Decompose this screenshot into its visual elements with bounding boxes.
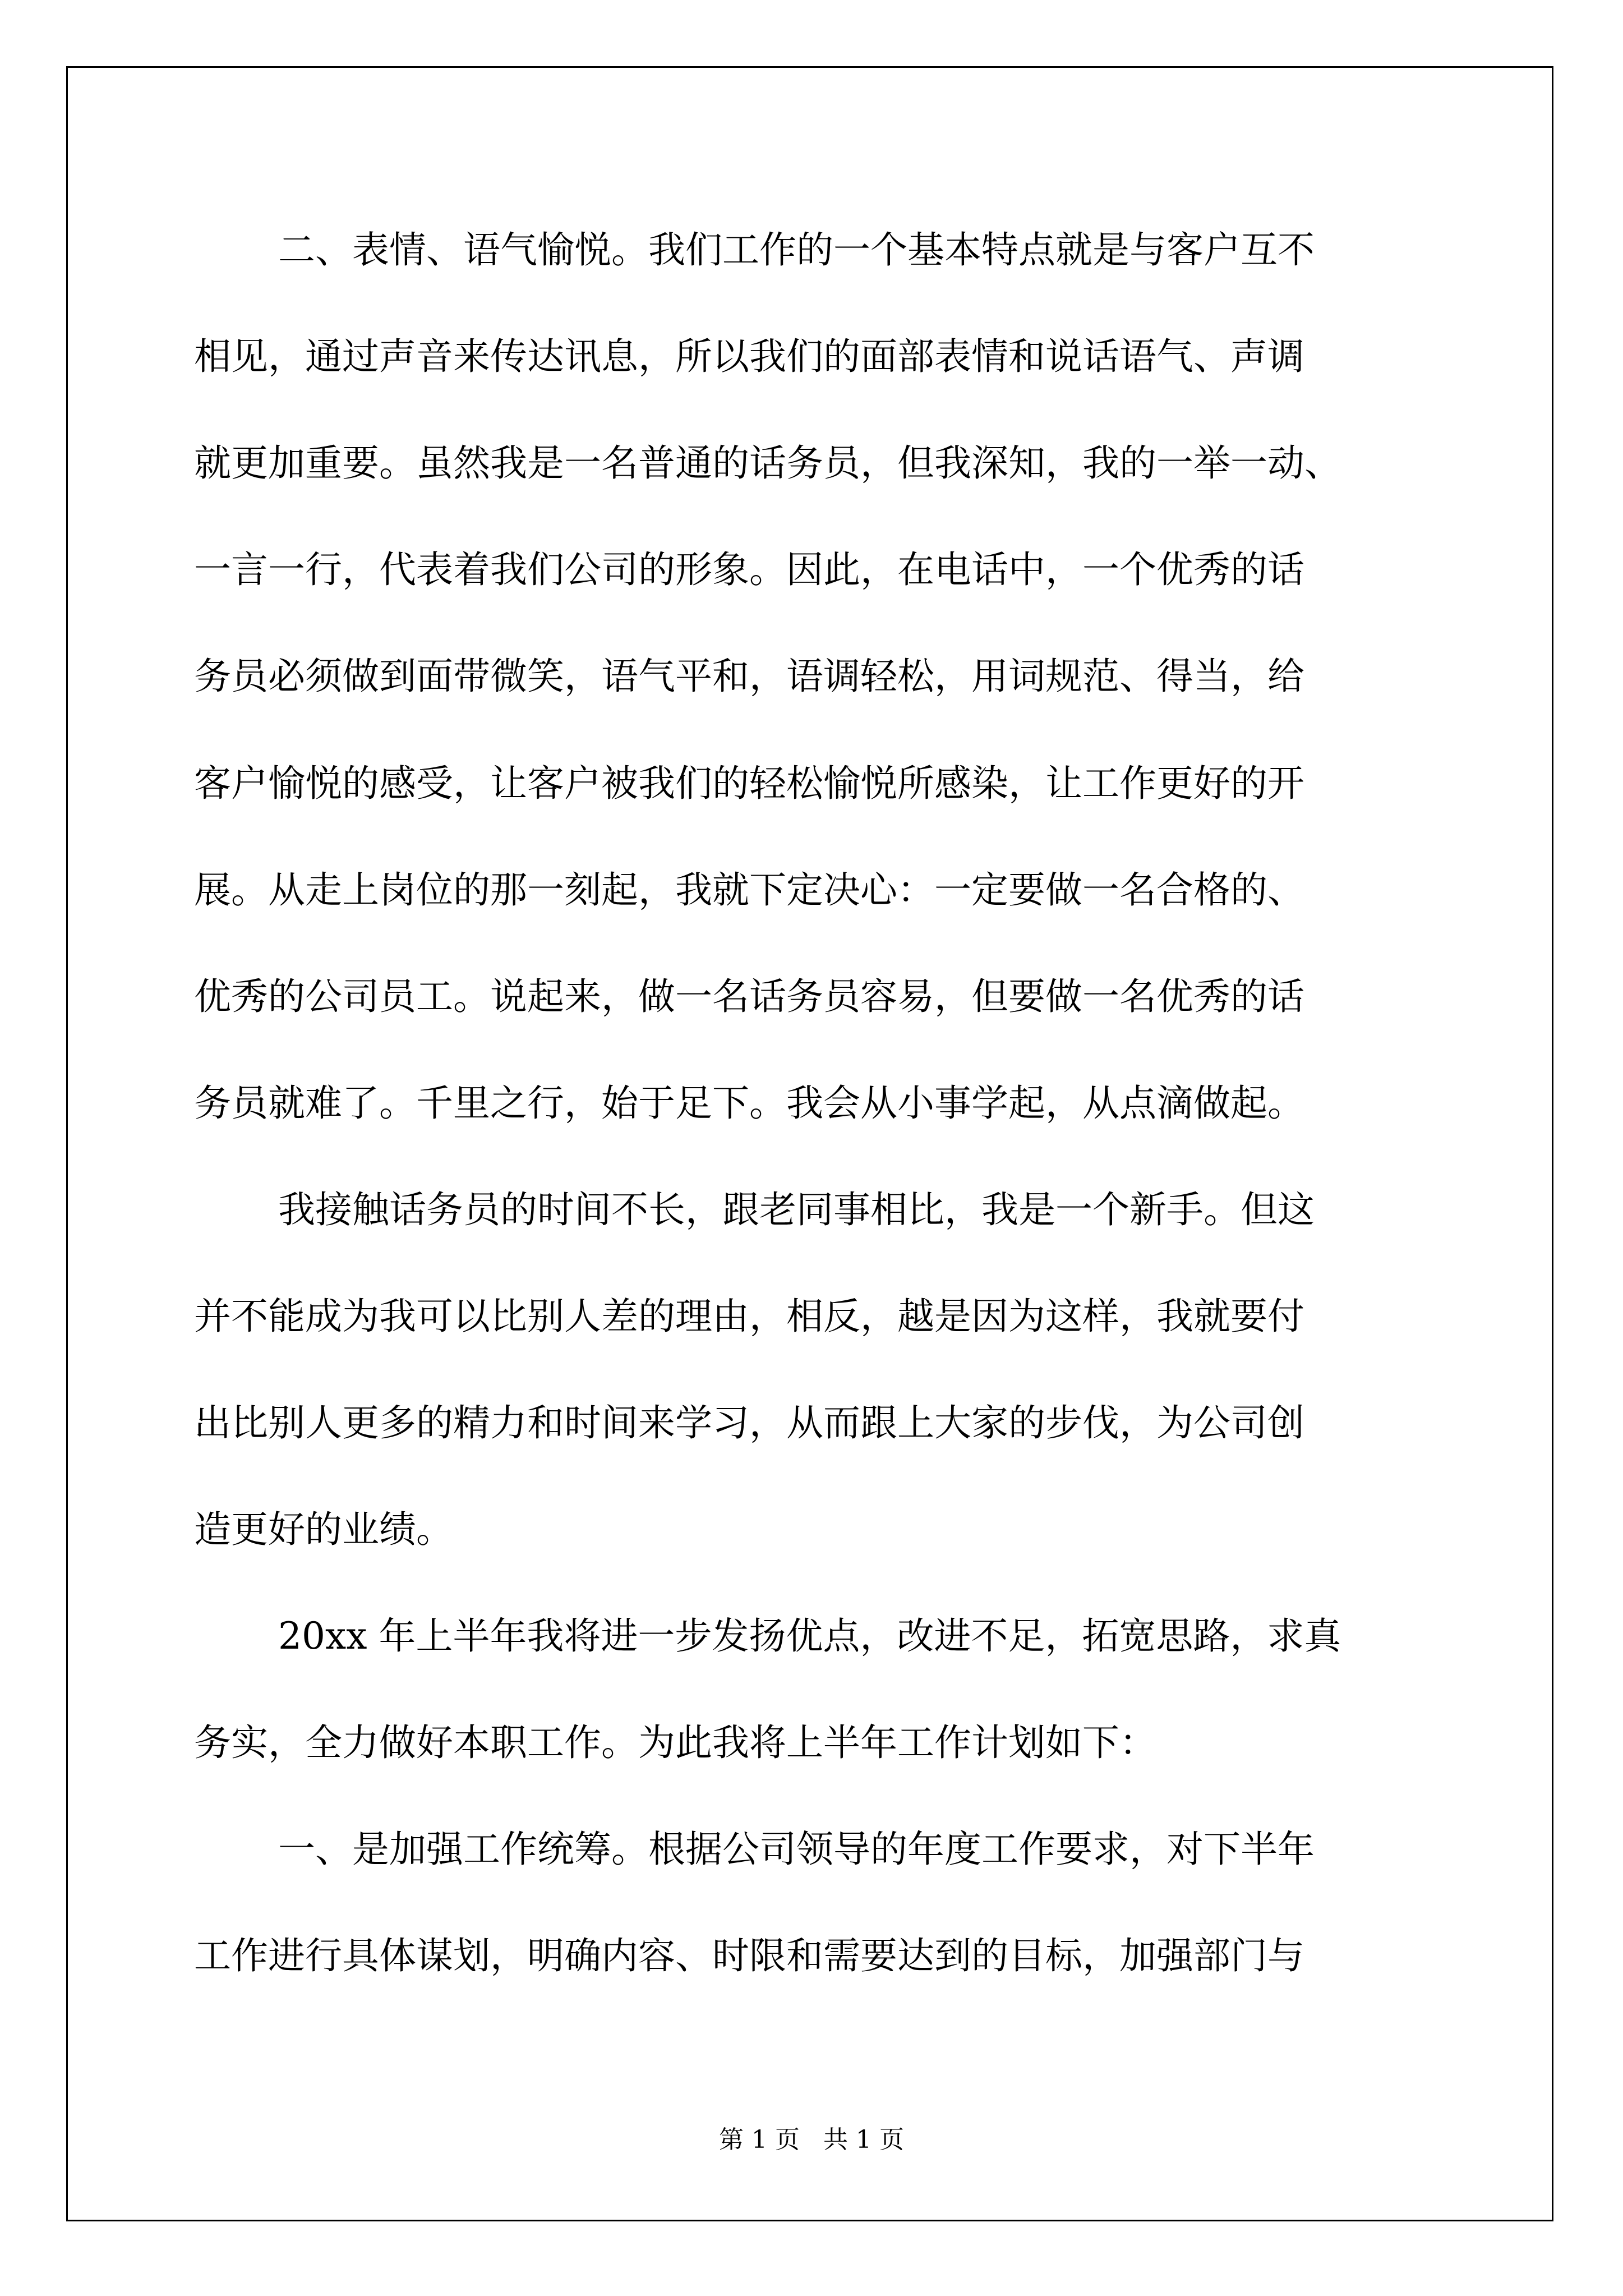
paragraph-line: 务员就难了。千里之行，始于足下。我会从小事学起，从点滴做起。 <box>194 1082 1304 1125</box>
paragraph-line: 展。从走上岗位的那一刻起，我就下定决心：一定要做一名合格的、 <box>194 868 1304 912</box>
paragraph-line: 相见，通过声音来传达讯息，所以我们的面部表情和说话语气、声调 <box>194 335 1304 378</box>
paragraph-line: 一言一行，代表着我们公司的形象。因此，在电话中，一个优秀的话 <box>194 548 1304 591</box>
paragraph-line: 优秀的公司员工。说起来，做一名话务员容易，但要做一名优秀的话 <box>194 975 1304 1018</box>
paragraph-line: 出比别人更多的精力和时间来学习，从而跟上大家的步伐，为公司创 <box>194 1401 1304 1444</box>
paragraph-line: 务实，全力做好本职工作。为此我将上半年工作计划如下： <box>194 1721 1156 1764</box>
paragraph-line: 并不能成为我可以比别人差的理由，相反，越是因为这样，我就要付 <box>194 1295 1304 1338</box>
paragraph-line: 一、是加强工作统筹。根据公司领导的年度工作要求，对下半年 <box>278 1828 1315 1871</box>
paragraph-line: 就更加重要。虽然我是一名普通的话务员，但我深知，我的一举一动、 <box>194 441 1341 485</box>
paragraph-line: 造更好的业绩。 <box>194 1508 453 1551</box>
paragraph-line: 客户愉悦的感受，让客户被我们的轻松愉悦所感染，让工作更好的开 <box>194 762 1304 805</box>
paragraph-line: 我接触话务员的时间不长，跟老同事相比，我是一个新手。但这 <box>278 1188 1315 1231</box>
paragraph-line: 务员必须做到面带微笑，语气平和，语调轻松，用词规范、得当，给 <box>194 655 1304 698</box>
paragraph-line: 二、表情、语气愉悦。我们工作的一个基本特点就是与客户互不 <box>278 228 1315 272</box>
page-number-footer: 第 1 页 共 1 页 <box>719 2125 904 2154</box>
paragraph-line: 20xx 年上半年我将进一步发扬优点，改进不足，拓宽思路，求真 <box>278 1614 1341 1658</box>
paragraph-line: 工作进行具体谋划，明确内容、时限和需要达到的目标，加强部门与 <box>194 1934 1304 1977</box>
page-border <box>66 66 1553 2221</box>
